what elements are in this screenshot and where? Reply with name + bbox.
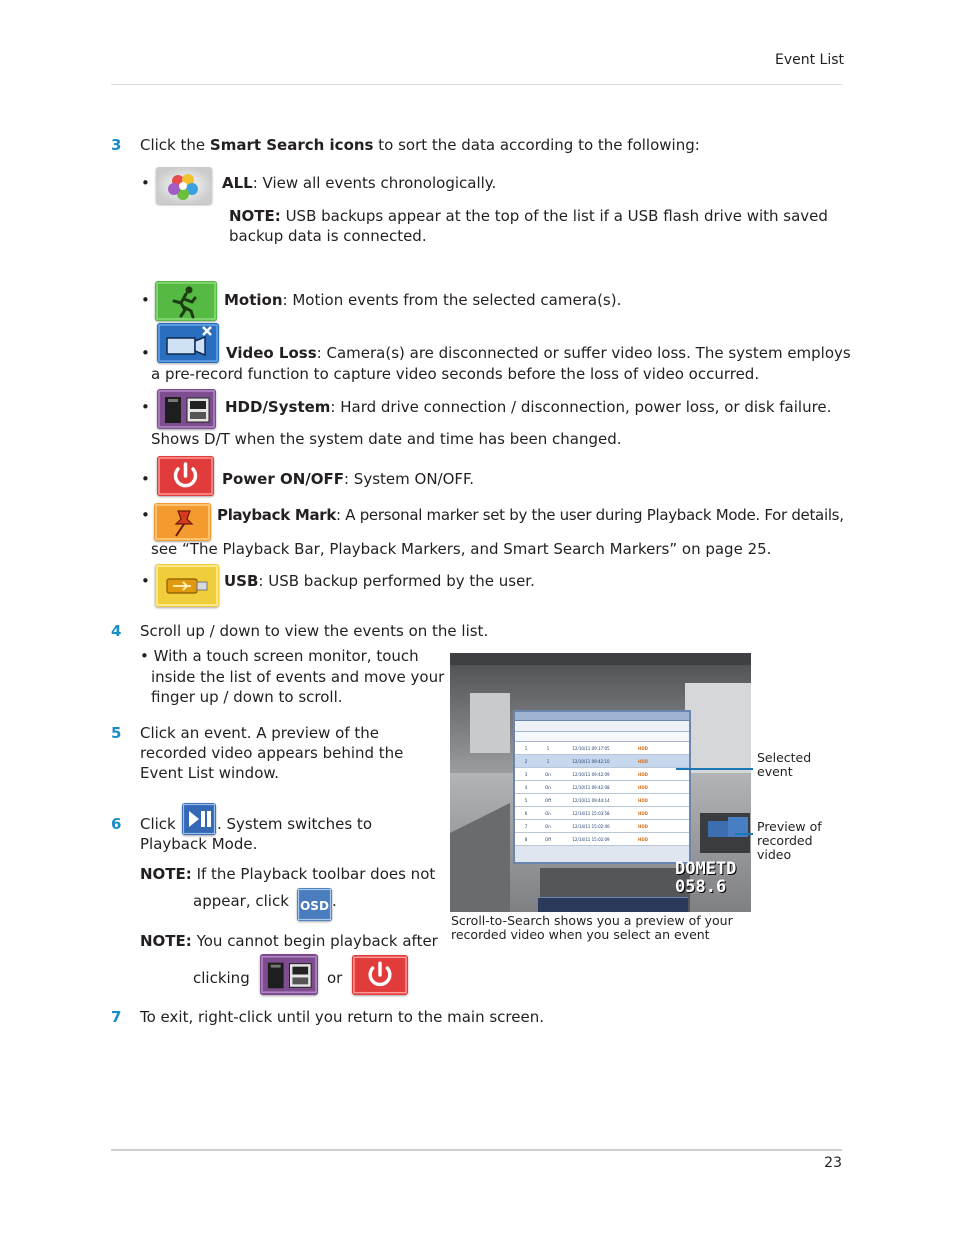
event-cell-dt: 12/10/11 09:17:05 — [572, 745, 610, 751]
event-cell-st: 1 — [546, 758, 550, 764]
callout-selected-event: Selected event — [757, 750, 812, 779]
step-4-sub-line2: inside the list of events and move your — [151, 668, 445, 686]
event-cell-st: On — [545, 771, 551, 777]
step-7-text: To exit, right-click until you return to the main screen. — [140, 1008, 544, 1026]
pushpin-icon — [154, 503, 211, 541]
step-5-line1: Click an event. A preview of the — [140, 724, 380, 742]
event-row[interactable] — [515, 820, 689, 833]
bullet: • — [141, 344, 150, 362]
step-6-note2-clicking: clicking — [193, 969, 250, 987]
bullet: • — [141, 398, 150, 416]
color-wheel-icon — [156, 167, 212, 204]
svg-text:OSD: OSD — [300, 899, 329, 913]
playback-mark-item: Playback Mark: A personal marker set by the user during Playback Mode. For details, — [217, 506, 844, 524]
step-6-click-label: Click — [140, 815, 176, 833]
event-cell-st: On — [545, 823, 551, 829]
step-6-number: 6 — [111, 815, 122, 833]
step-4-sub-line3: finger up / down to scroll. — [151, 688, 343, 706]
step-6-note1-period: . — [332, 892, 337, 910]
running-man-icon — [155, 281, 217, 321]
playback-mark-line2: see “The Playback Bar, Playback Markers, and Smart Search Markers” on page 25. — [151, 540, 772, 558]
step-6-note1: NOTE: If the Playback toolbar does not — [140, 865, 436, 883]
event-cell-src: HDD — [638, 823, 648, 829]
step-4-number: 4 — [111, 622, 122, 640]
event-row[interactable] — [515, 768, 689, 781]
bullet: • — [141, 291, 150, 309]
event-cell-ch: 7 — [524, 823, 528, 829]
event-cell-src: HDD — [638, 836, 648, 842]
bullet: • — [141, 506, 150, 524]
power-item: Power ON/OFF: System ON/OFF. — [222, 470, 475, 488]
event-cell-st: Off — [545, 836, 551, 842]
playback-toolbar[interactable] — [538, 897, 688, 912]
event-cell-ch: 5 — [524, 797, 528, 803]
event-row[interactable] — [515, 742, 689, 755]
event-list-window[interactable] — [513, 710, 691, 864]
channel-header-bar — [515, 712, 689, 721]
callout-line-selected — [676, 768, 753, 770]
osd-value: 058.6 — [675, 877, 727, 897]
all-note-line1: NOTE: USB backups appear at the top of the list if a USB flash drive with saved — [229, 207, 828, 225]
step-3-number: 3 — [111, 136, 122, 154]
usb-drive-icon — [155, 564, 219, 607]
step-6-line2: Playback Mode. — [140, 835, 258, 853]
bullet: • — [141, 174, 150, 192]
event-cell-ch: 6 — [524, 810, 528, 816]
osd-overlay — [675, 860, 751, 900]
event-cell-st: On — [545, 810, 551, 816]
event-cell-dt: 12/10/11 09:42:10 — [572, 758, 610, 764]
step-6-note1-line2: appear, click — [193, 892, 289, 910]
video-loss-line2: a pre-record function to capture video seconds before the loss of video occurred. — [151, 365, 760, 383]
all-note-line2: backup data is connected. — [229, 227, 427, 245]
event-cell-ch: 4 — [524, 784, 528, 790]
bullet: • — [141, 572, 150, 590]
event-cell-st: On — [545, 784, 551, 790]
usb-item: USB: USB backup performed by the user. — [224, 572, 535, 590]
step-5-number: 5 — [111, 724, 122, 742]
filter-icon-bar[interactable] — [515, 721, 689, 732]
event-cell-dt: 12/14/11 15:02:40 — [572, 823, 610, 829]
event-cell-src: HDD — [638, 758, 648, 764]
step-4-sub-line1: • With a touch screen monitor, touch — [140, 647, 419, 665]
event-cell-src: HDD — [638, 797, 648, 803]
hard-drive-icon — [157, 389, 216, 429]
step-3-text: Click the Smart Search icons to sort the data according to the following: — [140, 136, 700, 154]
header-divider — [111, 84, 842, 85]
video-loss-item: Video Loss: Camera(s) are disconnected or suffer video loss. The system employs — [226, 344, 851, 362]
hard-drive-icon — [260, 954, 318, 995]
bullet: • — [141, 470, 150, 488]
figure-caption: Scroll-to-Search shows you a preview of your recorded video when you select an event — [451, 913, 733, 942]
column-header-bar — [515, 732, 689, 742]
event-row[interactable] — [515, 807, 689, 820]
footer-divider — [111, 1149, 842, 1151]
step-7-number: 7 — [111, 1008, 122, 1026]
hdd-item: HDD/System: Hard drive connection / disconnection, power loss, or disk failure. — [225, 398, 832, 416]
step-6-note2-or: or — [327, 969, 343, 987]
callout-line-preview — [735, 833, 753, 835]
event-cell-st: 1 — [546, 745, 550, 751]
event-cell-dt: 12/10/11 09:42:09 — [572, 771, 610, 777]
step-4-text: Scroll up / down to view the events on the list. — [140, 622, 489, 640]
event-cell-src: HDD — [638, 784, 648, 790]
callout-preview-video: Preview of recorded video — [757, 819, 822, 862]
osd-icon — [297, 888, 332, 921]
event-cell-dt: 12/14/11 15:03:58 — [572, 810, 610, 816]
event-cell-dt: 12/10/11 09:42:08 — [572, 784, 610, 790]
play-pause-icon — [182, 803, 216, 835]
event-cell-ch: 1 — [524, 745, 528, 751]
event-row[interactable] — [515, 781, 689, 794]
event-cell-src: HDD — [638, 810, 648, 816]
step-5-line3: Event List window. — [140, 764, 280, 782]
step-6-text: . System switches to — [217, 815, 372, 833]
event-cell-ch: 3 — [524, 771, 528, 777]
event-cell-dt: 12/14/11 15:02:09 — [572, 836, 610, 842]
event-cell-ch: 2 — [524, 758, 528, 764]
event-cell-st: Off — [545, 797, 551, 803]
event-row[interactable] — [515, 833, 689, 846]
event-cell-src: HDD — [638, 771, 648, 777]
page-number: 23 — [824, 1155, 842, 1171]
step-6-note2: NOTE: You cannot begin playback after — [140, 932, 438, 950]
power-icon — [157, 456, 214, 496]
motion-item: Motion: Motion events from the selected camera(s). — [224, 291, 622, 309]
event-row[interactable] — [515, 755, 689, 768]
event-list-screenshot — [450, 653, 751, 912]
event-cell-src: HDD — [638, 745, 648, 751]
power-icon — [352, 955, 408, 995]
step-5-line2: recorded video appears behind the — [140, 744, 404, 762]
event-row[interactable] — [515, 794, 689, 807]
hdd-line2: Shows D/T when the system date and time has been changed. — [151, 430, 622, 448]
osd-camera-name: DOMETD — [675, 859, 737, 879]
running-header: Event List — [774, 52, 844, 68]
camera-disconnected-icon — [157, 323, 219, 363]
event-cell-dt: 12/10/11 09:44:14 — [572, 797, 610, 803]
event-cell-ch: 8 — [524, 836, 528, 842]
all-item: ALL: View all events chronologically. — [222, 174, 497, 192]
